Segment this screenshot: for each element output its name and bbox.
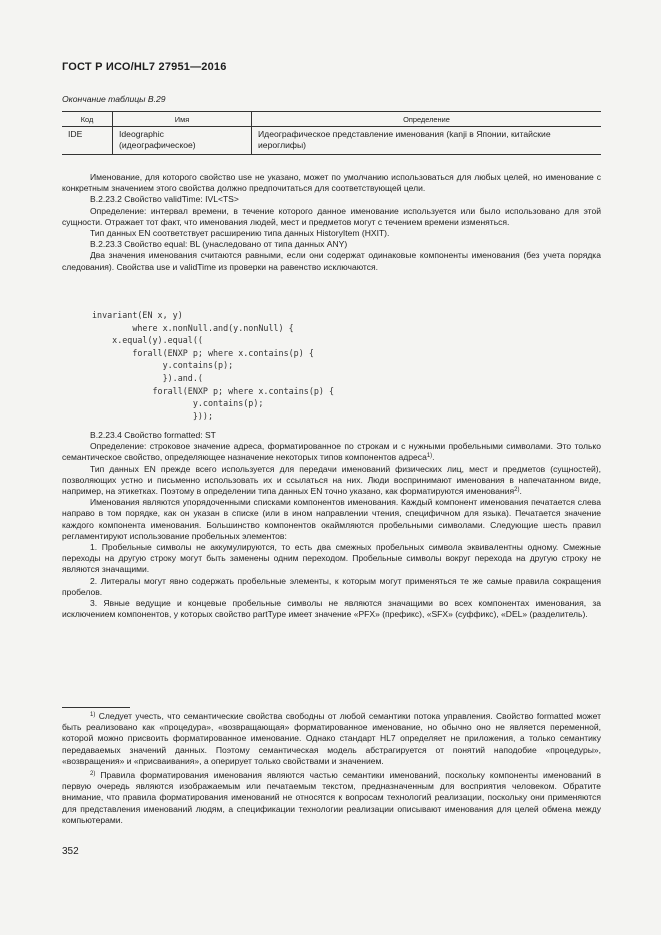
standard-header: ГОСТ Р ИСО/HL7 27951—2016 <box>62 61 227 73</box>
table-header-row <box>62 112 601 127</box>
paragraph <box>62 497 601 542</box>
rule-item <box>62 576 601 598</box>
footnote-text: Правила форматирования именования являются частью семантики именований, поскольку компоненты именований в первую очередь являются изображаемым или печатаемым текстом, предназначенным для восприятия человеком. Обратите внимание, что правила форматирования именований не относятся к вопросам технологий реализации, поскольку они применяются для представления именований людям, а спецификации технологии реализации описывают именования для целей обмена между компьютерами. <box>62 770 601 825</box>
paragraph-text: Определение: строковое значение адреса, форматированное по строкам и с нужными пробельными символами. Это только семантическое свойство, определяющее назначение некоторых типов компонентов адреса <box>62 441 601 463</box>
paragraph: Два значения именования считаются равными, если они содержат одинаковые компоненты именования (без учета порядка следования). Свойства use и validTime из проверки на равенство исключаются. <box>62 250 601 272</box>
body-section-1 <box>62 172 601 273</box>
footnote-separator <box>62 707 130 708</box>
table-row <box>62 127 601 155</box>
cell-definition: Идеографическое представление именования (kanji в Японии, китайские иероглифы) <box>252 127 602 155</box>
paragraph: Тип данных EN прежде всего используется для передачи именований физических лиц, мест и предметов (сущностей), позволяющих устно и письменно использовать их и ссылаться на них. Люди воспринимают именования в напечатанном виде, например, на этикетках. Поэтому в определении типа данных EN точно указано, как форматируются именования$^{2)}$. <box>62 463 601 497</box>
column-header-code: Код <box>62 112 113 127</box>
cell-name <box>113 127 252 155</box>
code-block: invariant(EN x, y) where x.nonNull.and(y.nonNull) { x.equal(y).equal(( forall(ENXP p; where x.contains(p) { y.contains(p); }).and.( forall(ENXP p; where x.contains(p) { y.contains(p); })); <box>92 310 335 421</box>
cell-name-line: Ideographic <box>119 129 164 139</box>
footnote-mark: 2) <box>90 771 96 778</box>
rule-item <box>62 598 601 620</box>
rule-item <box>62 542 601 576</box>
page-number: 352 <box>62 846 79 857</box>
column-header-definition: Определение <box>252 112 602 127</box>
paragraph-text: 3. Явные ведущие и концевые пробельные символы не являются значащими во всех компонентах именования, за исключением компонентов, у которых свойство partType имеет значение «PFX» (префикс), «SFX» (суффикс), «DEL» (разделитель). <box>62 598 601 620</box>
footnote-text: Следует учесть, что семантические свойства свободны от любой семантики потока управления. Свойство formatted может быть реализовано как «процедура», «возвращающая» форматированное именование, но обычно оно не является переменной, которой можно присвоить форматированное именование. Однако стандарт HL7 определяет не приложения, а только семантику передаваемых значений данных. Поэтому семантическая модель абстрагируется от понятий наподобие «процедуры», «возвращения» и «присваивания», а оперирует только свойствами и значением. <box>62 711 602 766</box>
footnote-mark: 1) <box>90 712 96 718</box>
footnote-ref[interactable]: 2) <box>514 487 520 494</box>
footnote-ref[interactable]: 1) <box>426 453 433 460</box>
paragraph-text: Тип данных EN прежде всего используется для передачи именований физических лиц, мест и предметов (сущностей), позволяющих устно и письменно использовать их и ссылаться на них. Люди воспринимают именования в напечатанном виде, например, на этикетках. Поэтому в определении типа данных EN точно указано, как форматируются именования <box>62 463 601 497</box>
paragraph: Именование, для которого свойство use не указано, может по умолчанию использоваться для любых целей, но именование с конкретным значением этого свойства должно предпочитаться для соответствующей цели. <box>62 172 601 194</box>
column-header-name: Имя <box>113 112 252 127</box>
footnote <box>62 770 601 826</box>
body-section-2 <box>62 430 601 620</box>
footnote <box>62 711 601 767</box>
footnotes <box>62 711 601 829</box>
paragraph: Определение: интервал времени, в течение которого данное именование используется или было использовано для этой сущности. Отражает тот факт, что именования людей, мест и предметов могут с течением времени изменяться. <box>62 205 601 227</box>
section-heading: B.2.23.2 Свойство validTime: IVL<TS> <box>90 194 239 205</box>
paragraph-text: 2. Литералы могут явно содержать пробельные элементы, к которым могут применяться те же самые правила сокращения пробелов. <box>62 575 601 597</box>
section-heading: B.2.23.3 Свойство equal: BL (унаследовано от типа данных ANY) <box>90 239 348 250</box>
table-caption: Окончание таблицы B.29 <box>62 94 166 104</box>
paragraph: Тип данных EN соответствует расширению типа данных HistoryItem (HXIT). <box>90 228 390 239</box>
cell-code: IDE <box>62 127 113 155</box>
cell-name-line: (идеографическое) <box>119 140 196 150</box>
paragraph-text: B.2.23.4 Свойство formatted: ST <box>90 430 216 440</box>
paragraph: Определение: строковое значение адреса, форматированное по строкам и с нужными пробельными символами. Это только семантическое свойство, определяющее назначение некоторых типов компонентов адреса$^{1)}$. <box>62 441 601 463</box>
section-heading <box>62 430 601 441</box>
definition-table <box>62 111 601 155</box>
paragraph-text: Именования являются упорядоченными списками компонентов именования. Каждый компонент именования печатается слева направо в том порядке, как он указан в списке (или в ином направлении чтения, специфичном для языка). Печатается значение каждого компонента именования. Большинство компонентов окаймляются пробельными символами. Следующие шесть правил регламентируют использование пробельных элементов: <box>62 497 601 541</box>
paragraph-text: 1. Пробельные символы не аккумулируются, то есть два смежных пробельных символа эквивалентны одному. Смежные переходы на другую строку могут быть заменены одним переходом. Пробельные символы вокруг перехода на другую строку не являются значащими. <box>62 542 601 575</box>
